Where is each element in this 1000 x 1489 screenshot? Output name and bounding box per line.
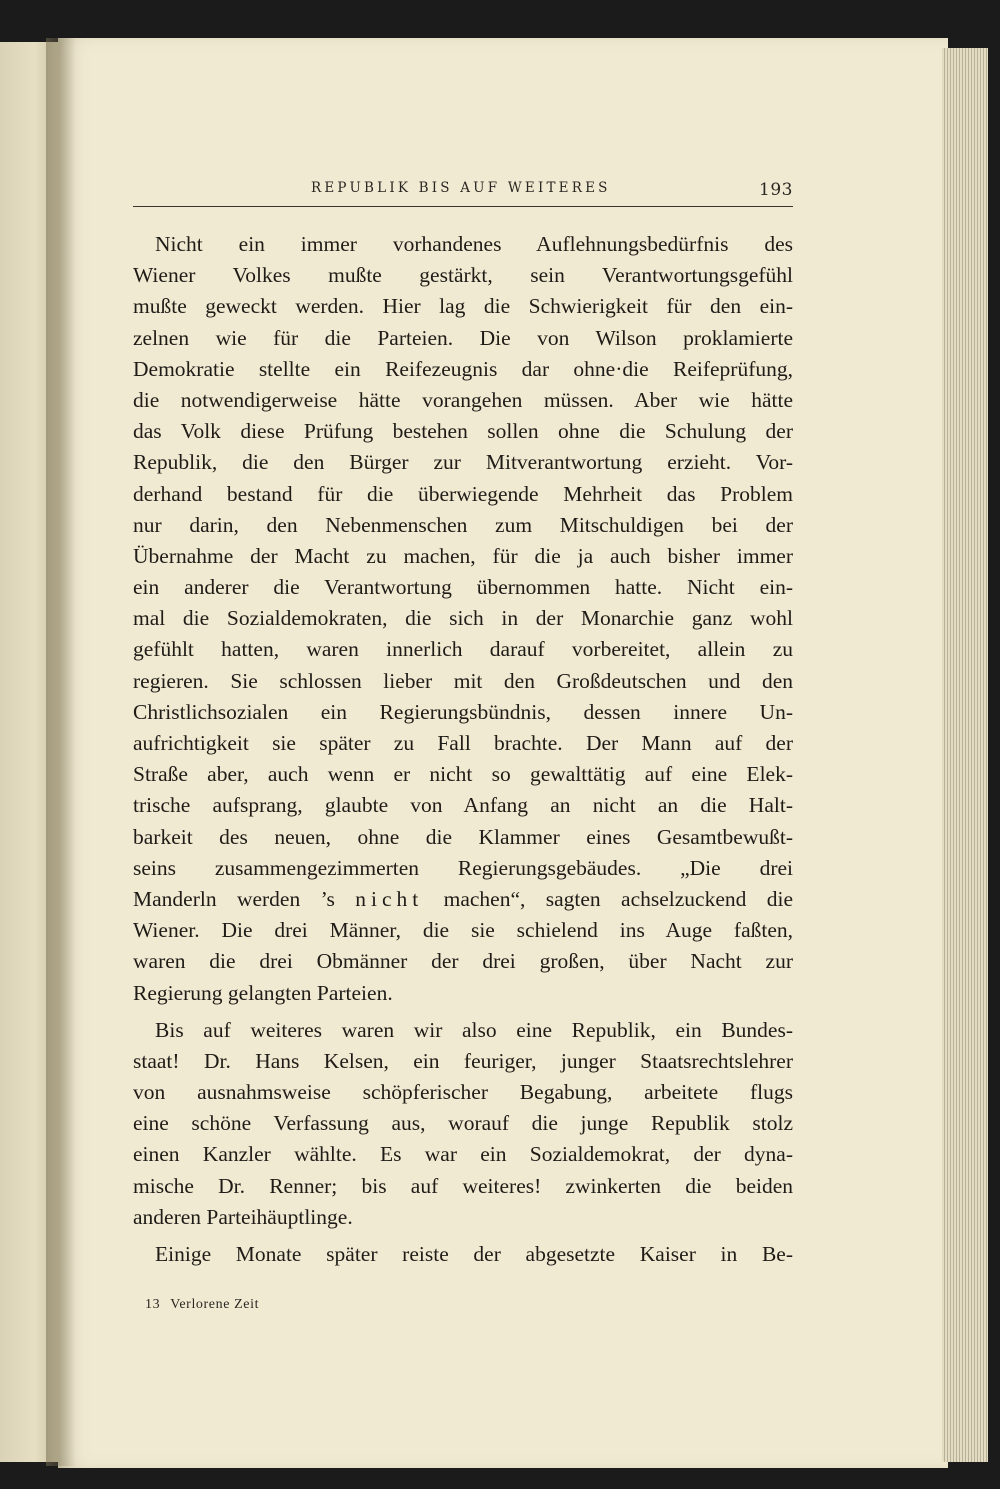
text-line: Wiener. Die drei Männer, die sie schielend ins Auge faßten,	[133, 918, 793, 943]
text-line: waren die drei Obmänner der drei großen, über Nacht zur	[133, 949, 793, 974]
text-line: Einige Monate später reiste der abgesetzte Kaiser in Be-	[155, 1242, 793, 1266]
text-line: seins zusammengezimmerten Regierungsgebäudes. „Die drei	[133, 855, 793, 880]
text-line: Republik, die den Bürger zur Mitverantwortung erzieht. Vor-	[133, 450, 793, 475]
signature-footer	[145, 1297, 259, 1313]
text-line: einen Kanzler wählte. Es war ein Sozialdemokrat, der dyna-	[133, 1142, 793, 1167]
text-line: regieren. Sie schlossen lieber mit den Großdeutschen und den	[133, 668, 793, 693]
text-line: barkeit des neuen, ohne die Klammer eines Gesamtbewußt-	[133, 824, 793, 849]
text-line: Regierung gelangten Parteien.	[133, 980, 393, 1005]
page-gutter-shadow	[46, 38, 76, 1466]
text-line: Nicht ein immer vorhandenes Auflehnungsbedürfnis des	[155, 232, 793, 256]
running-title: REPUBLIK BIS AUF WEITERES	[311, 180, 611, 196]
body-text	[133, 229, 793, 1270]
text-line: Demokratie stellte ein Reifezeugnis dar ohne·die Reifeprüfung,	[133, 356, 793, 381]
short-title: Verlorene Zeit	[170, 1297, 260, 1312]
text-line: staat! Dr. Hans Kelsen, ein feuriger, junger Staatsrechtslehrer	[133, 1048, 793, 1073]
spaced-emphasis: nicht	[355, 886, 424, 911]
text-line: das Volk diese Prüfung bestehen sollen ohne die Schulung der	[133, 419, 793, 444]
text-line: derhand bestand für die überwiegende Mehrheit das Problem	[133, 481, 793, 506]
text-line: anderen Parteihäuptlinge.	[133, 1204, 353, 1229]
text-line: von ausnahmsweise schöpferischer Begabung, arbeitete flugs	[133, 1080, 793, 1105]
signature-number: 13	[145, 1297, 161, 1312]
text-line: nur darin, den Nebenmenschen zum Mitschuldigen bei der	[133, 512, 793, 537]
page-number: 193	[759, 180, 793, 200]
text-line: trische aufsprang, glaubte von Anfang an nicht an die Halt-	[133, 793, 793, 818]
text-line: mische Dr. Renner; bis auf weiteres! zwinkerten die beiden	[133, 1173, 793, 1198]
text-line: zelnen wie für die Parteien. Die von Wilson proklamierte	[133, 325, 793, 350]
text-line: die notwendigerweise hätte vorangehen müssen. Aber wie hätte	[133, 387, 793, 412]
running-header	[133, 180, 793, 210]
text-line: mußte geweckt werden. Hier lag die Schwierigkeit für den ein-	[133, 294, 793, 319]
text-line: mal die Sozialdemokraten, die sich in der Monarchie ganz wohl	[133, 606, 793, 631]
text-line-spaced	[133, 884, 793, 915]
text-line: Übernahme der Macht zu machen, für die ja auch bisher immer	[133, 543, 793, 568]
text-line: Bis auf weiteres waren wir also eine Republik, ein Bundes-	[155, 1017, 793, 1042]
text-line: eine schöne Verfassung aus, worauf die junge Republik stolz	[133, 1111, 793, 1136]
text-line: Christlichsozialen ein Regierungsbündnis, dessen innere Un-	[133, 699, 793, 724]
header-rule	[133, 206, 793, 207]
text-fragment: Manderln werden ’s	[133, 886, 356, 911]
text-line: Straße aber, auch wenn er nicht so gewalttätig auf eine Elek-	[133, 762, 793, 787]
page-edges-stack	[942, 48, 988, 1462]
text-line: gefühlt hatten, waren innerlich darauf vorbereitet, allein zu	[133, 637, 793, 662]
text-line: Wiener Volkes mußte gestärkt, sein Verantwortungsgefühl	[133, 263, 793, 288]
text-line: ein anderer die Verantwortung übernommen hatte. Nicht ein-	[133, 575, 793, 600]
text-fragment: machen“, sagten achselzuckend die	[423, 886, 793, 911]
text-line: aufrichtigkeit sie später zu Fall brachte. Der Mann auf der	[133, 731, 793, 755]
